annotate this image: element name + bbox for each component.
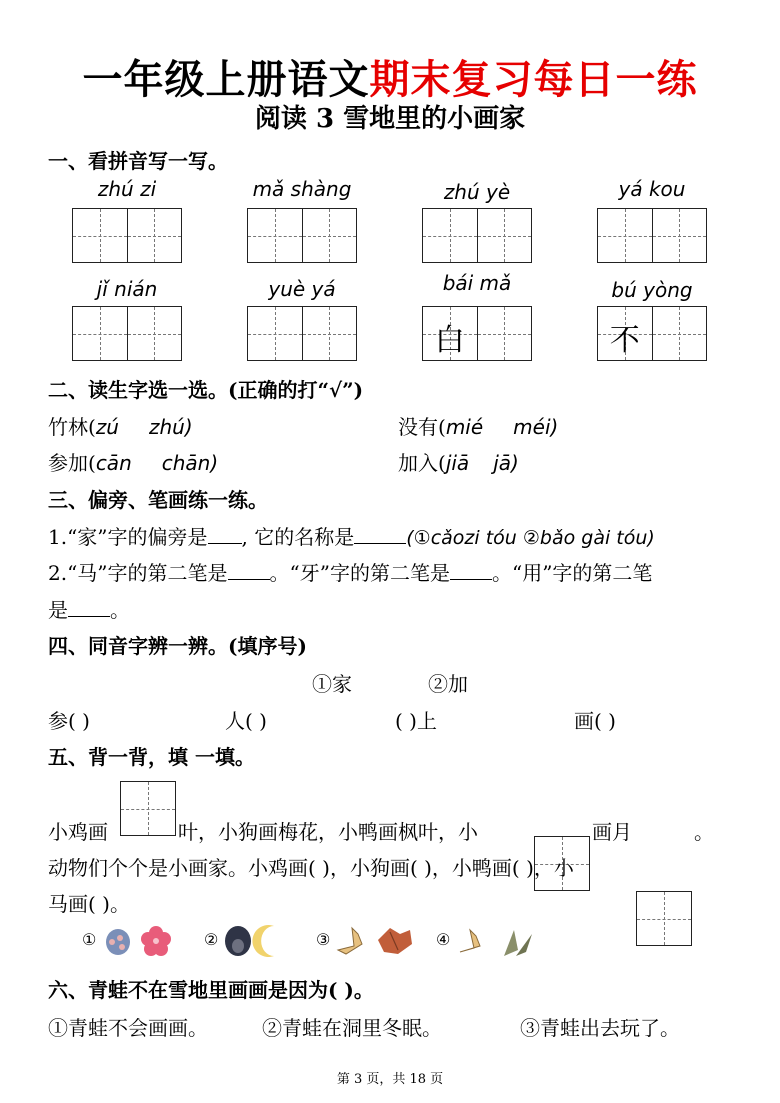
s2-q2: 没有(mié méi) <box>398 415 559 439</box>
section2-heading: 二、读生字选一选。(正确的打“√”) <box>48 378 364 402</box>
subtitle: 阅读 3 雪地里的小画家 <box>254 104 526 134</box>
s4-word4[interactable]: 画( ) <box>574 709 616 733</box>
s5-para1: 小鸡画 <box>48 820 108 844</box>
blank-radical-name[interactable] <box>354 525 406 544</box>
s4-option2: ②加 <box>428 672 468 696</box>
pinyin-7: bái mǎ <box>442 271 512 295</box>
writing-grid-2[interactable] <box>247 208 357 263</box>
writing-grid-7[interactable]: 白 <box>422 306 532 361</box>
pinyin-1: zhú zi <box>97 177 157 201</box>
pinyin-2: mǎ shàng <box>252 177 352 201</box>
s6-option2[interactable]: ②青蛙在洞里冬眠。 <box>262 1016 442 1040</box>
writing-grid-3[interactable] <box>422 208 532 263</box>
title-part1: 一年级上册语文 <box>82 56 370 103</box>
s2-q3: 参加(cān chān) <box>48 451 219 475</box>
s3-line3: 是 。 <box>48 598 130 622</box>
blank-ma-stroke[interactable] <box>228 561 270 580</box>
s4-word2[interactable]: 人( ) <box>225 709 267 733</box>
page-title <box>0 48 780 105</box>
s5-para1b: 叶，小狗画梅花，小鸭画枫叶，小 <box>178 820 478 844</box>
s3-line1: 1.“家”字的偏旁是 , 它的名称是 (①cǎozi tóu ②bǎo gài tóu) <box>48 525 655 549</box>
pinyin-6: yuè yá <box>268 277 336 301</box>
s4-option1: ①家 <box>312 672 352 696</box>
section5-heading: 五、背一背，填 一填。 <box>48 745 255 769</box>
s2-q1: 竹林(zú zhú) <box>48 415 193 439</box>
title-part2-red: 期末复习每日一练 <box>369 56 698 103</box>
dog-plum-moon-icon <box>222 920 302 960</box>
s5-para1d: 。 <box>694 820 714 844</box>
writing-grid-8[interactable]: 不 <box>597 306 707 361</box>
writing-grid-1[interactable] <box>72 208 182 263</box>
s5-para3: 马画( )。 <box>48 892 130 916</box>
section4-heading: 四、同音字辨一辨。(填序号) <box>48 634 307 658</box>
section1-heading: 一、看拼音写一写。 <box>48 149 228 173</box>
pinyin-3: zhú yè <box>443 180 511 204</box>
s6-option3[interactable]: ③青蛙出去玩了。 <box>520 1016 680 1040</box>
chick-footprint-bamboo-icon <box>100 920 180 960</box>
blank-radical[interactable] <box>208 525 242 544</box>
writing-grid-6[interactable] <box>247 306 357 361</box>
page-footer: 第 3 页，共 18 页 <box>336 1072 444 1087</box>
writing-grid-4[interactable] <box>597 208 707 263</box>
s5-para1c: 画月 <box>592 820 632 844</box>
pinyin-8: bú yòng <box>611 278 693 302</box>
pinyin-5: jǐ nián <box>96 277 158 301</box>
fill-box-1[interactable] <box>120 781 176 836</box>
fill-box-3[interactable] <box>636 891 692 946</box>
writing-grid-5[interactable] <box>72 306 182 361</box>
pinyin-4: yá kou <box>618 177 686 201</box>
blank-yong-stroke[interactable] <box>68 598 110 617</box>
s2-q4: 加入(jiā jā) <box>398 451 519 475</box>
s4-word1[interactable]: 参( ) <box>48 709 90 733</box>
s4-word3[interactable]: ( )上 <box>395 709 437 733</box>
section6-heading: 六、青蛙不在雪地里画画是因为( )。 <box>48 978 374 1002</box>
s5-para2: 动物们个个是小画家。小鸡画( )，小狗画( )，小鸭画( )，小 <box>48 856 574 880</box>
s6-option1[interactable]: ①青蛙不会画画。 <box>48 1016 208 1040</box>
s3-line2: 2.“马”字的第二笔是 。“牙”字的第二笔是 。“用”字的第二笔 <box>48 561 653 585</box>
horse-bamboo-leaf-icon <box>454 920 544 960</box>
blank-ya-stroke[interactable] <box>450 561 492 580</box>
section3-heading: 三、偏旁、笔画练一练。 <box>48 488 268 512</box>
duck-maple-leaf-icon <box>334 920 424 960</box>
picture-options: ① ② ③ ④ <box>80 920 540 962</box>
